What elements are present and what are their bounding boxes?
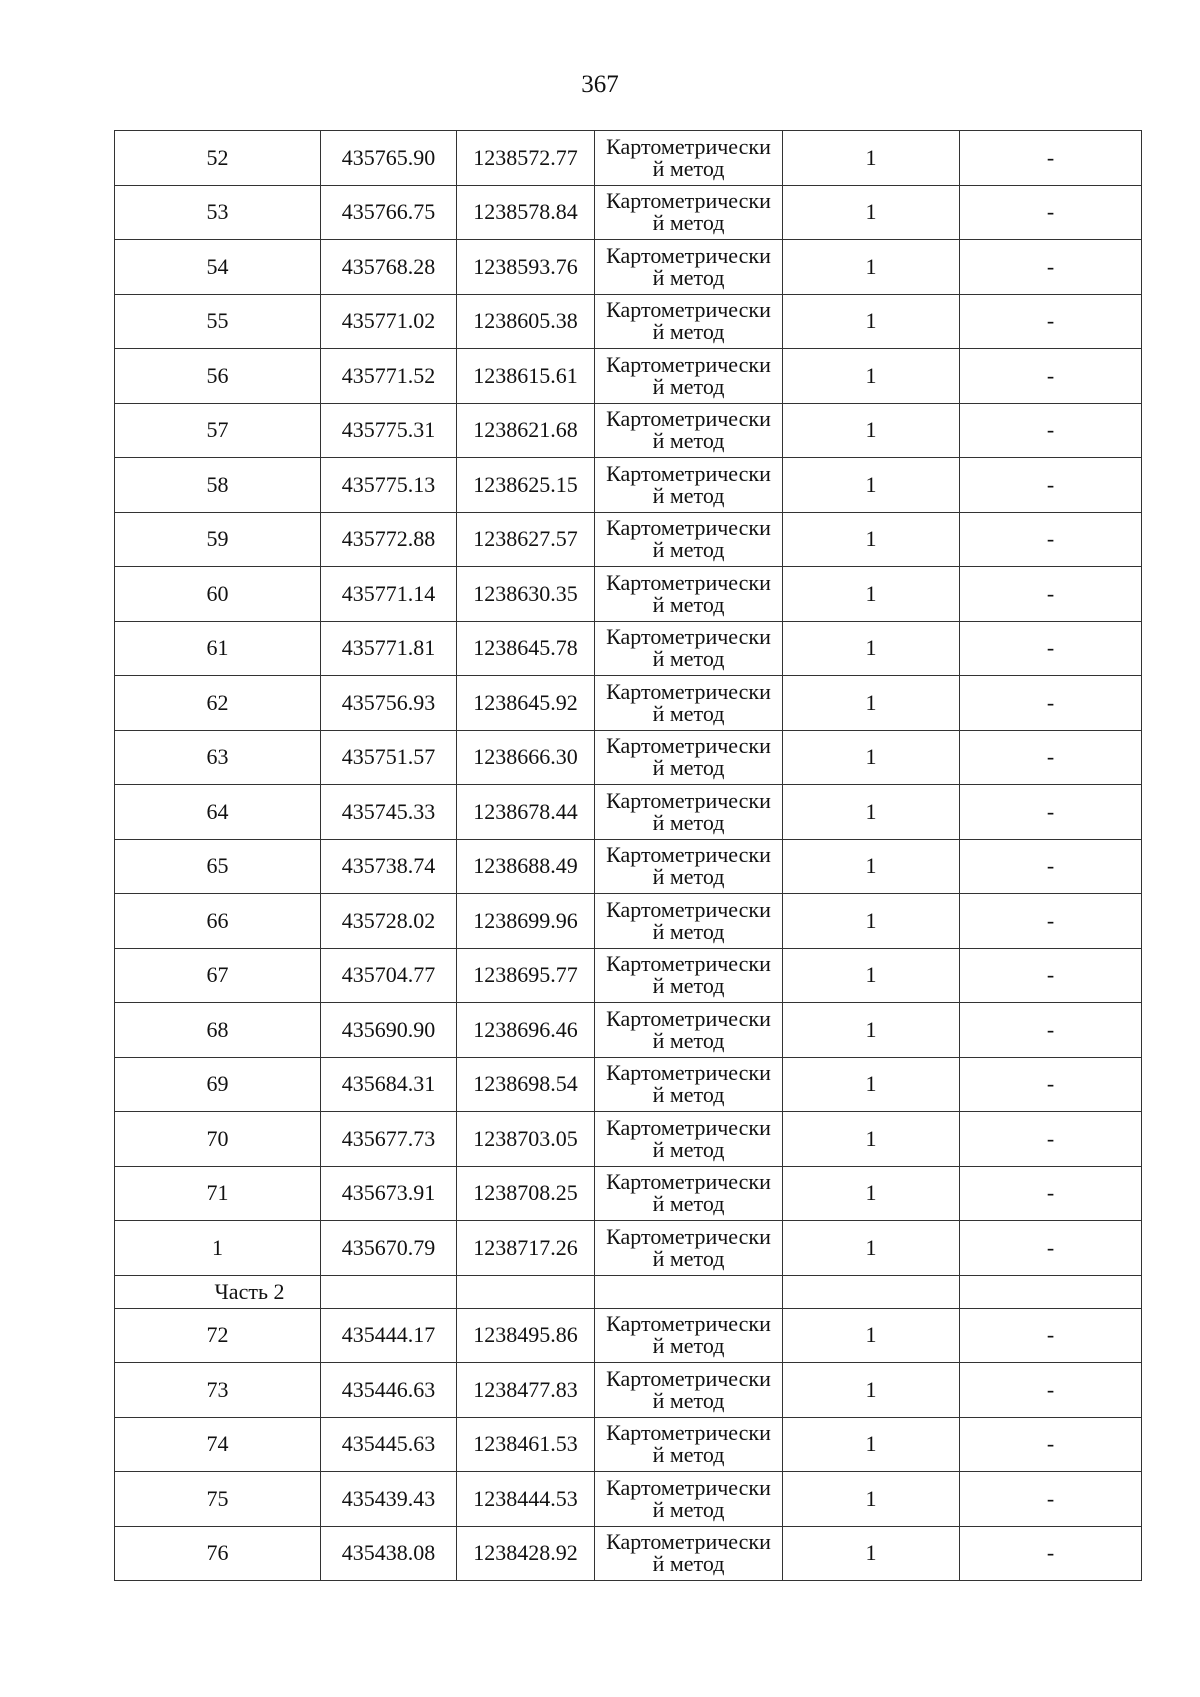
precision-cell: 1 — [783, 567, 960, 622]
method-text-line-1: Картометрически — [606, 297, 771, 323]
method-text-line-1: Картометрически — [606, 188, 771, 214]
precision-cell: 1 — [783, 1003, 960, 1058]
method-text-line-1: Картометрически — [606, 1114, 771, 1140]
precision-cell: 1 — [783, 839, 960, 894]
y-coordinate-cell: 1238708.25 — [457, 1166, 595, 1221]
y-coordinate-cell: 1238625.15 — [457, 458, 595, 513]
page-number: 367 — [581, 71, 619, 98]
empty-cell — [321, 1275, 457, 1308]
x-coordinate-cell: 435771.81 — [321, 621, 457, 676]
y-coordinate-cell: 1238605.38 — [457, 294, 595, 349]
method-cell — [595, 839, 783, 894]
x-coordinate-cell: 435438.08 — [321, 1526, 457, 1581]
point-number-cell: 61 — [115, 621, 321, 676]
method-text-line-2: й метод — [652, 210, 725, 236]
note-cell: - — [960, 894, 1142, 949]
point-number-cell: 69 — [115, 1057, 321, 1112]
method-text-line-1: Картометрически — [606, 351, 771, 377]
y-coordinate-cell: 1238698.54 — [457, 1057, 595, 1112]
method-text-line-1: Картометрически — [606, 678, 771, 704]
method-text-line-2: й метод — [652, 1442, 725, 1468]
note-cell: - — [960, 1472, 1142, 1527]
method-text-line-2: й метод — [652, 755, 725, 781]
note-cell: - — [960, 131, 1142, 186]
x-coordinate-cell: 435745.33 — [321, 785, 457, 840]
y-coordinate-cell: 1238495.86 — [457, 1308, 595, 1363]
method-text-line-1: Картометрически — [606, 1060, 771, 1086]
y-coordinate-cell: 1238461.53 — [457, 1417, 595, 1472]
table-row — [115, 676, 1142, 731]
x-coordinate-cell: 435775.13 — [321, 458, 457, 513]
y-coordinate-cell: 1238630.35 — [457, 567, 595, 622]
method-text-line-2: й метод — [652, 864, 725, 890]
method-text-line-2: й метод — [652, 1245, 725, 1271]
method-text-line-2: й метод — [652, 591, 725, 617]
section-label: Часть 2 — [115, 1275, 321, 1308]
table-row — [115, 1112, 1142, 1167]
method-cell — [595, 730, 783, 785]
note-cell: - — [960, 349, 1142, 404]
table-row — [115, 894, 1142, 949]
note-cell: - — [960, 1308, 1142, 1363]
empty-cell — [457, 1275, 595, 1308]
method-text-line-1: Картометрически — [606, 569, 771, 595]
empty-cell — [595, 1275, 783, 1308]
method-text-line-2: й метод — [652, 1387, 725, 1413]
point-number-cell: 64 — [115, 785, 321, 840]
note-cell: - — [960, 1112, 1142, 1167]
precision-cell: 1 — [783, 131, 960, 186]
note-cell: - — [960, 839, 1142, 894]
coordinates-table — [114, 130, 1142, 1581]
method-text-line-1: Картометрически — [606, 1474, 771, 1500]
method-cell — [595, 1057, 783, 1112]
table-row — [115, 512, 1142, 567]
point-number-cell: 55 — [115, 294, 321, 349]
precision-cell: 1 — [783, 948, 960, 1003]
y-coordinate-cell: 1238678.44 — [457, 785, 595, 840]
method-text-line-2: й метод — [652, 482, 725, 508]
y-coordinate-cell: 1238428.92 — [457, 1526, 595, 1581]
point-number-cell: 62 — [115, 676, 321, 731]
precision-cell: 1 — [783, 894, 960, 949]
method-text-line-1: Картометрически — [606, 1420, 771, 1446]
method-text-line-2: й метод — [652, 1027, 725, 1053]
x-coordinate-cell: 435445.63 — [321, 1417, 457, 1472]
y-coordinate-cell: 1238645.92 — [457, 676, 595, 731]
method-text-line-1: Картометрически — [606, 515, 771, 541]
note-cell: - — [960, 1221, 1142, 1276]
x-coordinate-cell: 435677.73 — [321, 1112, 457, 1167]
point-number-cell: 76 — [115, 1526, 321, 1581]
note-cell: - — [960, 458, 1142, 513]
method-text-line-2: й метод — [652, 1551, 725, 1577]
point-number-cell: 65 — [115, 839, 321, 894]
table-row — [115, 294, 1142, 349]
x-coordinate-cell: 435446.63 — [321, 1363, 457, 1418]
note-cell: - — [960, 403, 1142, 458]
x-coordinate-cell: 435765.90 — [321, 131, 457, 186]
table-row — [115, 240, 1142, 295]
precision-cell: 1 — [783, 349, 960, 404]
method-text-line-2: й метод — [652, 918, 725, 944]
table-row — [115, 621, 1142, 676]
y-coordinate-cell: 1238666.30 — [457, 730, 595, 785]
method-text-line-2: й метод — [652, 1136, 725, 1162]
precision-cell: 1 — [783, 403, 960, 458]
method-text-line-2: й метод — [652, 973, 725, 999]
note-cell: - — [960, 294, 1142, 349]
y-coordinate-cell: 1238572.77 — [457, 131, 595, 186]
table-row — [115, 730, 1142, 785]
note-cell: - — [960, 1417, 1142, 1472]
note-cell: - — [960, 1526, 1142, 1581]
precision-cell: 1 — [783, 785, 960, 840]
method-cell — [595, 1166, 783, 1221]
method-text-line-2: й метод — [652, 264, 725, 290]
precision-cell: 1 — [783, 1221, 960, 1276]
table-row — [115, 458, 1142, 513]
note-cell: - — [960, 948, 1142, 1003]
empty-cell — [960, 1275, 1142, 1308]
precision-cell: 1 — [783, 512, 960, 567]
method-text-line-2: й метод — [652, 1082, 725, 1108]
note-cell: - — [960, 1057, 1142, 1112]
x-coordinate-cell: 435690.90 — [321, 1003, 457, 1058]
table-row — [115, 403, 1142, 458]
table-row — [115, 1166, 1142, 1221]
method-cell — [595, 1526, 783, 1581]
method-text-line-1: Картометрически — [606, 1005, 771, 1031]
table-row — [115, 1221, 1142, 1276]
method-text-line-1: Картометрически — [606, 133, 771, 159]
point-number-cell: 60 — [115, 567, 321, 622]
method-text-line-1: Картометрически — [606, 1365, 771, 1391]
method-text-line-1: Картометрически — [606, 1223, 771, 1249]
method-cell — [595, 349, 783, 404]
method-cell — [595, 294, 783, 349]
method-cell — [595, 567, 783, 622]
x-coordinate-cell: 435684.31 — [321, 1057, 457, 1112]
method-cell — [595, 512, 783, 567]
method-cell — [595, 1363, 783, 1418]
y-coordinate-cell: 1238477.83 — [457, 1363, 595, 1418]
method-text-line-1: Картометрически — [606, 460, 771, 486]
x-coordinate-cell: 435775.31 — [321, 403, 457, 458]
method-text-line-2: й метод — [652, 1191, 725, 1217]
x-coordinate-cell: 435751.57 — [321, 730, 457, 785]
y-coordinate-cell: 1238593.76 — [457, 240, 595, 295]
point-number-cell: 1 — [115, 1221, 321, 1276]
x-coordinate-cell: 435670.79 — [321, 1221, 457, 1276]
y-coordinate-cell: 1238695.77 — [457, 948, 595, 1003]
note-cell: - — [960, 1363, 1142, 1418]
precision-cell: 1 — [783, 1363, 960, 1418]
table-row — [115, 948, 1142, 1003]
table-row — [115, 839, 1142, 894]
method-text-line-1: Картометрически — [606, 842, 771, 868]
method-cell — [595, 948, 783, 1003]
point-number-cell: 56 — [115, 349, 321, 404]
point-number-cell: 73 — [115, 1363, 321, 1418]
method-text-line-1: Картометрически — [606, 406, 771, 432]
method-text-line-2: й метод — [652, 155, 725, 181]
method-text-line-2: й метод — [652, 319, 725, 345]
point-number-cell: 57 — [115, 403, 321, 458]
x-coordinate-cell: 435439.43 — [321, 1472, 457, 1527]
method-text-line-1: Картометрически — [606, 1529, 771, 1555]
y-coordinate-cell: 1238703.05 — [457, 1112, 595, 1167]
precision-cell: 1 — [783, 676, 960, 731]
note-cell: - — [960, 676, 1142, 731]
method-text-line-1: Картометрически — [606, 624, 771, 650]
method-cell — [595, 894, 783, 949]
method-cell — [595, 403, 783, 458]
point-number-cell: 70 — [115, 1112, 321, 1167]
method-text-line-1: Картометрически — [606, 896, 771, 922]
note-cell: - — [960, 185, 1142, 240]
method-text-line-1: Картометрически — [606, 951, 771, 977]
note-cell: - — [960, 730, 1142, 785]
note-cell: - — [960, 240, 1142, 295]
x-coordinate-cell: 435772.88 — [321, 512, 457, 567]
note-cell: - — [960, 1003, 1142, 1058]
x-coordinate-cell: 435444.17 — [321, 1308, 457, 1363]
empty-cell — [783, 1275, 960, 1308]
method-text-line-1: Картометрически — [606, 733, 771, 759]
table-row — [115, 131, 1142, 186]
method-text-line-1: Картометрически — [606, 1169, 771, 1195]
x-coordinate-cell: 435768.28 — [321, 240, 457, 295]
precision-cell: 1 — [783, 1417, 960, 1472]
method-text-line-2: й метод — [652, 809, 725, 835]
point-number-cell: 75 — [115, 1472, 321, 1527]
precision-cell: 1 — [783, 294, 960, 349]
table-row — [115, 349, 1142, 404]
method-cell — [595, 131, 783, 186]
table-body — [115, 131, 1142, 1581]
method-cell — [595, 785, 783, 840]
x-coordinate-cell: 435738.74 — [321, 839, 457, 894]
y-coordinate-cell: 1238615.61 — [457, 349, 595, 404]
note-cell: - — [960, 1166, 1142, 1221]
method-text-line-2: й метод — [652, 428, 725, 454]
precision-cell: 1 — [783, 240, 960, 295]
y-coordinate-cell: 1238717.26 — [457, 1221, 595, 1276]
note-cell: - — [960, 785, 1142, 840]
point-number-cell: 59 — [115, 512, 321, 567]
method-text-line-2: й метод — [652, 646, 725, 672]
method-text-line-2: й метод — [652, 373, 725, 399]
y-coordinate-cell: 1238627.57 — [457, 512, 595, 567]
precision-cell: 1 — [783, 1166, 960, 1221]
point-number-cell: 66 — [115, 894, 321, 949]
note-cell: - — [960, 621, 1142, 676]
table-row — [115, 1003, 1142, 1058]
table-row — [115, 1057, 1142, 1112]
method-cell — [595, 1472, 783, 1527]
y-coordinate-cell: 1238688.49 — [457, 839, 595, 894]
y-coordinate-cell: 1238696.46 — [457, 1003, 595, 1058]
method-text-line-2: й метод — [652, 700, 725, 726]
y-coordinate-cell: 1238578.84 — [457, 185, 595, 240]
method-cell — [595, 1003, 783, 1058]
method-cell — [595, 1308, 783, 1363]
precision-cell: 1 — [783, 1057, 960, 1112]
method-text-line-1: Картометрически — [606, 1311, 771, 1337]
table-row — [115, 1363, 1142, 1418]
method-cell — [595, 676, 783, 731]
x-coordinate-cell: 435771.02 — [321, 294, 457, 349]
method-text-line-2: й метод — [652, 1333, 725, 1359]
x-coordinate-cell: 435771.14 — [321, 567, 457, 622]
precision-cell: 1 — [783, 185, 960, 240]
y-coordinate-cell: 1238444.53 — [457, 1472, 595, 1527]
point-number-cell: 68 — [115, 1003, 321, 1058]
method-cell — [595, 185, 783, 240]
point-number-cell: 67 — [115, 948, 321, 1003]
x-coordinate-cell: 435766.75 — [321, 185, 457, 240]
table-row — [115, 567, 1142, 622]
point-number-cell: 58 — [115, 458, 321, 513]
point-number-cell: 53 — [115, 185, 321, 240]
precision-cell: 1 — [783, 621, 960, 676]
point-number-cell: 63 — [115, 730, 321, 785]
point-number-cell: 74 — [115, 1417, 321, 1472]
precision-cell: 1 — [783, 1112, 960, 1167]
method-cell — [595, 621, 783, 676]
table-row — [115, 1417, 1142, 1472]
point-number-cell: 54 — [115, 240, 321, 295]
precision-cell: 1 — [783, 458, 960, 513]
note-cell: - — [960, 567, 1142, 622]
precision-cell: 1 — [783, 1526, 960, 1581]
x-coordinate-cell: 435756.93 — [321, 676, 457, 731]
precision-cell: 1 — [783, 730, 960, 785]
point-number-cell: 71 — [115, 1166, 321, 1221]
x-coordinate-cell: 435704.77 — [321, 948, 457, 1003]
method-cell — [595, 1221, 783, 1276]
method-cell — [595, 458, 783, 513]
method-cell — [595, 1112, 783, 1167]
point-number-cell: 72 — [115, 1308, 321, 1363]
table-row — [115, 1526, 1142, 1581]
note-cell: - — [960, 512, 1142, 567]
y-coordinate-cell: 1238699.96 — [457, 894, 595, 949]
method-text-line-1: Картометрически — [606, 242, 771, 268]
point-number-cell: 52 — [115, 131, 321, 186]
method-cell — [595, 240, 783, 295]
y-coordinate-cell: 1238621.68 — [457, 403, 595, 458]
x-coordinate-cell: 435728.02 — [321, 894, 457, 949]
section-row — [115, 1275, 1142, 1308]
x-coordinate-cell: 435673.91 — [321, 1166, 457, 1221]
precision-cell: 1 — [783, 1472, 960, 1527]
method-text-line-2: й метод — [652, 537, 725, 563]
precision-cell: 1 — [783, 1308, 960, 1363]
table-row — [115, 1308, 1142, 1363]
method-cell — [595, 1417, 783, 1472]
method-text-line-2: й метод — [652, 1496, 725, 1522]
x-coordinate-cell: 435771.52 — [321, 349, 457, 404]
table-row — [115, 1472, 1142, 1527]
table-row — [115, 185, 1142, 240]
table-row — [115, 785, 1142, 840]
y-coordinate-cell: 1238645.78 — [457, 621, 595, 676]
method-text-line-1: Картометрически — [606, 787, 771, 813]
